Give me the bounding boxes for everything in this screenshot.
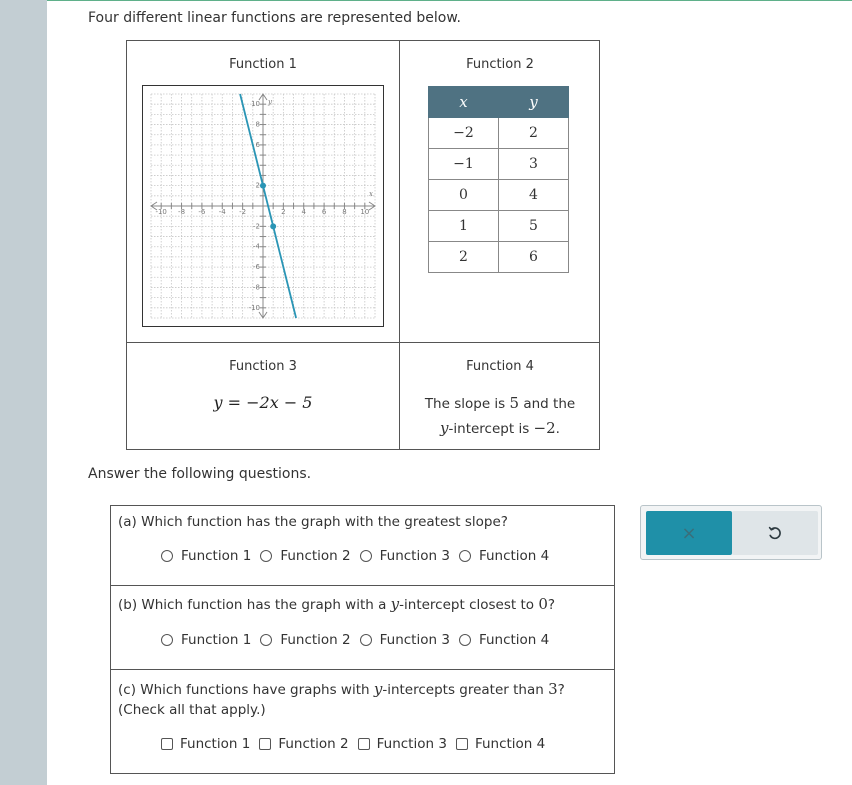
top-divider [47, 0, 852, 1]
table-row [429, 242, 569, 273]
question-b-text [118, 594, 555, 615]
y-tick-label: -4 [253, 242, 260, 251]
qb-option-function-4[interactable] [459, 632, 549, 648]
function2-table [428, 86, 569, 273]
x-axis-label: x [369, 190, 373, 198]
table-cell-y: 2 [499, 118, 569, 149]
function4-description [400, 391, 600, 441]
qb-text-part: (b) Which function has the graph with a [118, 597, 391, 613]
option-label: Function 3 [379, 548, 450, 564]
f4-y-variable: y [440, 419, 449, 437]
radio-button[interactable] [161, 634, 173, 646]
x-tick-label: -6 [198, 207, 206, 216]
question-c-text [118, 679, 565, 720]
qc-y-variable: y [373, 680, 383, 698]
checkbox[interactable] [259, 738, 271, 750]
table-row [429, 149, 569, 180]
table-cell-x: 1 [429, 211, 499, 242]
undo-button[interactable] [732, 511, 818, 555]
qb-option-function-3[interactable] [360, 632, 450, 648]
option-label: Function 1 [181, 548, 252, 564]
radio-button[interactable] [260, 634, 272, 646]
question-a-options [161, 548, 558, 564]
option-label: Function 2 [280, 632, 351, 648]
f4-text-part: and the [519, 396, 576, 412]
f4-slope-value: 5 [509, 394, 520, 412]
function2-title: Function 2 [466, 57, 534, 72]
table-cell-y: 3 [499, 149, 569, 180]
table-row [429, 211, 569, 242]
radio-button[interactable] [360, 634, 372, 646]
qc-option-function-2[interactable] [259, 736, 348, 752]
qb-text-part: -intercept closest to [399, 597, 539, 613]
radio-button[interactable] [260, 550, 272, 562]
qc-text-part: ? [557, 682, 565, 698]
function3-equation: y = −2x − 5 [213, 393, 313, 412]
undo-icon [767, 525, 783, 541]
table-row [429, 180, 569, 211]
graph-point [260, 183, 266, 189]
graph-point [270, 223, 276, 229]
table-cell-x: 2 [429, 242, 499, 273]
question-a-text: (a) Which function has the graph with the greatest slope? [118, 514, 508, 530]
answer-prompt: Answer the following questions. [88, 466, 312, 482]
option-label: Function 1 [180, 736, 251, 752]
option-label: Function 4 [474, 736, 546, 752]
option-label: Function 2 [280, 548, 351, 564]
x-tick-label: 2 [281, 207, 286, 216]
option-label: Function 1 [181, 632, 252, 648]
y-axis-label: y [268, 98, 272, 106]
f4-intercept-value: −2 [533, 419, 556, 437]
radio-button[interactable] [459, 634, 471, 646]
qb-number: 0 [538, 595, 548, 613]
qb-option-function-2[interactable] [260, 632, 350, 648]
radio-button[interactable] [459, 550, 471, 562]
function4-title: Function 4 [466, 359, 534, 374]
qc-instruction: (Check all that apply.) [118, 702, 266, 718]
x-tick-label: -4 [218, 207, 226, 216]
function3-title: Function 3 [229, 359, 297, 374]
radio-button[interactable] [360, 550, 372, 562]
x-tick-label: -10 [155, 207, 167, 216]
qa-option-function-2[interactable] [260, 548, 350, 564]
functions-grid [126, 40, 600, 450]
function4-cell [400, 343, 600, 449]
f4-text-part: The slope is [424, 396, 510, 412]
y-tick-label: -10 [248, 303, 260, 312]
qb-y-variable: y [390, 595, 400, 613]
qa-option-function-1[interactable] [161, 548, 251, 564]
option-label: Function 3 [376, 736, 447, 752]
qc-text-part: -intercepts greater than [382, 682, 549, 698]
option-label: Function 2 [278, 736, 349, 752]
table-cell-x: −2 [429, 118, 499, 149]
option-label: Function 4 [478, 632, 550, 648]
table-cell-y: 5 [499, 211, 569, 242]
clear-button[interactable] [646, 511, 732, 555]
function1-graph-svg [143, 86, 383, 326]
qb-text-part: ? [547, 597, 556, 613]
f4-text-part: . [555, 421, 560, 437]
x-tick-label: 10 [360, 207, 370, 216]
qc-option-function-3[interactable] [358, 736, 447, 752]
y-tick-label: -2 [253, 222, 260, 231]
table-header-x: x [429, 87, 499, 118]
y-tick-label: -6 [253, 263, 260, 272]
x-tick-label: -2 [239, 207, 247, 216]
function3-cell [127, 343, 399, 449]
option-label: Function 3 [379, 632, 450, 648]
qc-option-function-1[interactable] [161, 736, 250, 752]
left-sidebar [0, 0, 47, 785]
function1-title: Function 1 [229, 57, 297, 72]
y-tick-label: -8 [253, 283, 260, 292]
y-tick-label: 6 [255, 140, 260, 149]
qb-option-function-1[interactable] [161, 632, 251, 648]
question-b-box [110, 585, 615, 670]
question-c-box [110, 669, 615, 774]
question-a-box [110, 505, 615, 586]
x-tick-label: -8 [178, 207, 186, 216]
x-tick-label: 8 [342, 207, 347, 216]
f4-text-part: -intercept is [448, 421, 534, 437]
action-button-panel [640, 505, 822, 560]
intro-text: Four different linear functions are represented below. [88, 10, 461, 26]
option-label: Function 4 [478, 548, 550, 564]
function1-graph [142, 85, 384, 327]
table-cell-x: 0 [429, 180, 499, 211]
qc-number: 3 [548, 680, 558, 698]
table-cell-y: 6 [499, 242, 569, 273]
checkbox[interactable] [358, 738, 370, 750]
y-tick-label: 8 [255, 120, 260, 129]
checkbox[interactable] [161, 738, 173, 750]
close-icon: × [681, 522, 697, 544]
table-row [429, 118, 569, 149]
qc-text-part: (c) Which functions have graphs with [118, 682, 374, 698]
checkbox[interactable] [456, 738, 468, 750]
question-b-options [161, 632, 558, 648]
qc-option-function-4[interactable] [456, 736, 545, 752]
qa-option-function-4[interactable] [459, 548, 549, 564]
x-tick-label: 6 [321, 207, 327, 216]
table-cell-y: 4 [499, 180, 569, 211]
radio-button[interactable] [161, 550, 173, 562]
y-tick-label: 2 [255, 181, 260, 190]
table-cell-x: −1 [429, 149, 499, 180]
table-header-y: y [499, 87, 569, 118]
question-c-options [161, 736, 554, 752]
y-tick-label: 10 [251, 100, 260, 109]
function1-cell [127, 41, 399, 342]
x-tick-label: 4 [301, 207, 306, 216]
qa-option-function-3[interactable] [360, 548, 450, 564]
